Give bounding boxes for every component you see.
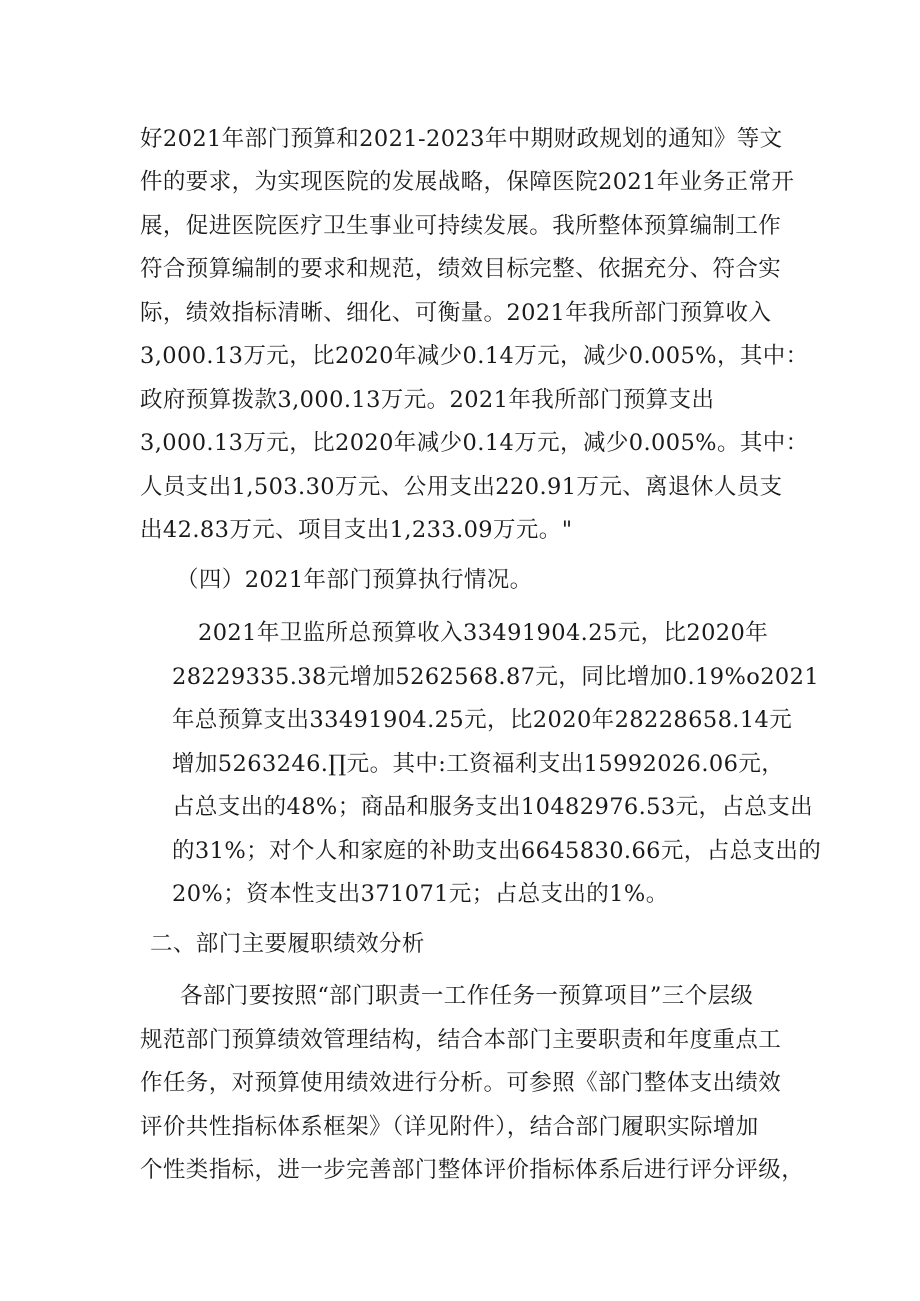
paragraph-2-line-3: 年总预算支出33491904.25元，比2020年28228658.14元 <box>172 707 793 733</box>
paragraph-1-line-8: 3,000.13万元，比2020年减少0.14万元，减少0.005%。其中： <box>140 430 809 456</box>
paragraph-1-line-6: 3,000.13万元，比2020年减少0.14万元，减少0.005%，其中： <box>140 343 809 369</box>
paragraph-3-line-2: 规范部门预算绩效管理结构，结合本部门主要职责和年度重点工 <box>140 1027 782 1053</box>
paragraph-2-line-7: 20%；资本性支出371071元；占总支出的1%。 <box>172 881 669 907</box>
paragraph-1-line-2: 件的要求，为实现医院的发展战略，保障医院2021年业务正常开 <box>140 169 795 195</box>
paragraph-1-line-4: 符合预算编制的要求和规范，绩效目标完整、依据充分、符合实 <box>140 256 782 282</box>
paragraph-1-line-1: 好2021年部门预算和2021-2023年中期财政规划的通知》等文 <box>140 126 783 152</box>
paragraph-3-line-1: 各部门要按照“部门职责一工作任务一预算项目”三个层级 <box>180 983 754 1009</box>
paragraph-1-line-9: 人员支出1,503.30万元、公用支出220.91万元、离退休人员支 <box>140 474 783 500</box>
paragraph-3-line-5: 个性类指标，进一步完善部门整体评价指标体系后进行评分评级， <box>140 1157 805 1183</box>
paragraph-3-line-3: 作任务，对预算使用绩效进行分析。可参照《部门整体支出绩效 <box>140 1070 782 1096</box>
section-heading-two: 二、部门主要履职绩效分析 <box>150 931 425 957</box>
paragraph-2-line-5: 占总支出的48%；商品和服务支出10482976.53元，占总支出 <box>172 794 814 820</box>
paragraph-1-line-3: 展，促进医院医疗卫生事业可持续发展。我所整体预算编制工作 <box>140 213 782 239</box>
paragraph-1-line-10: 出42.83万元、项目支出1,233.09万元。" <box>140 517 573 543</box>
section-heading-four: （四）2021年部门预算执行情况。 <box>176 567 533 593</box>
paragraph-2-line-2: 28229335.38元增加5262568.87元，同比增加0.19%o2021 <box>172 664 820 690</box>
paragraph-2-line-4: 增加5263246.∏元。其中:工资福利支出15992026.06元， <box>172 751 785 777</box>
paragraph-2-line-6: 的31%；对个人和家庭的补助支出6645830.66元，占总支出的 <box>172 838 822 864</box>
paragraph-1-line-5: 际，绩效指标清晰、细化、可衡量。2021年我所部门预算收入 <box>140 300 772 326</box>
paragraph-2-line-1: 2021年卫监所总预算收入33491904.25元，比2020年 <box>198 620 769 646</box>
paragraph-3-line-4: 评价共性指标体系框架》（详见附件），结合部门履职实际增加 <box>140 1114 759 1140</box>
paragraph-1-line-7: 政府预算拨款3,000.13万元。2021年我所部门预算支出 <box>140 387 715 413</box>
